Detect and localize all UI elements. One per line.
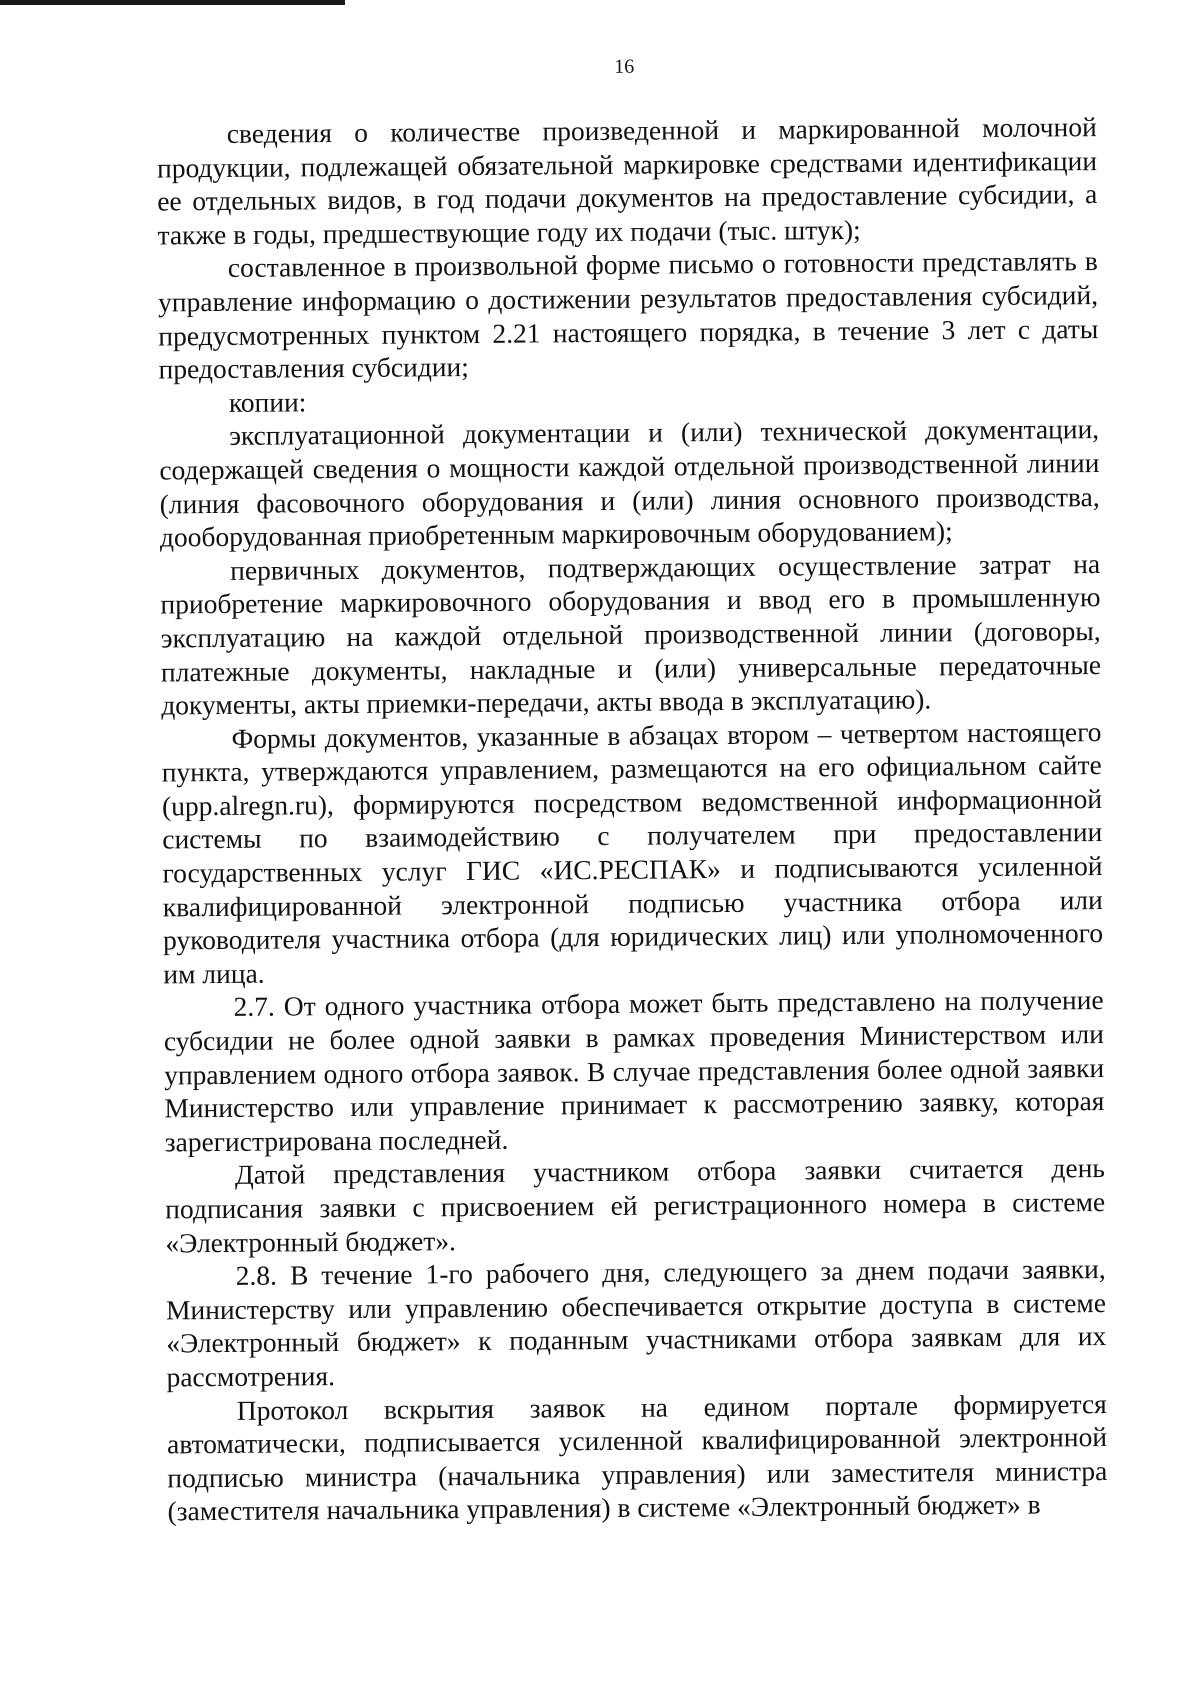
paragraph-opening-protocol: Протокол вскрытия заявок на едином портале формируется автоматически, подписывается усиленной квалифицированной электронной подписью министра (начальника управления) или заместителя министра (заместителя начальника управления) в системе «Электронный бюджет» в (166, 1387, 1108, 1527)
page-number: 16 (614, 55, 635, 78)
paragraph-milk-production-info: сведения о количестве произведенной и маркированной молочной продукции, подлежащей обязательной маркировке средствами идентификации ее отдельных видов, в год подачи документов на предоставление субсидии, а также в годы, предшествующие году их подачи (тыс. штук); (156, 111, 1098, 251)
paragraph-copies: копии: (228, 386, 307, 418)
paragraph-primary-documents: первичных документов, подтверждающих осуществление затрат на приобретение маркировочного оборудования и ввод его в промышленную эксплуатацию на каждой отдельной производственной линии (договоры, платежные документы, накладные и (или) универсальные передаточные документы, акты приемки-передачи, акты ввода в эксплуатацию). (160, 547, 1102, 721)
paragraph-2-7: 2.7. От одного участника отбора может быть представлено на получение субсидии не более одной заявки в рамках проведения Министерством или управлением одного отбора заявок. В случае представления более одной заявки Министерство или управление принимает к рассмотрению заявку, которая зарегистрирована последней. (163, 984, 1105, 1158)
document-body (157, 110, 1108, 1528)
paragraph-submission-date: Датой представления участником отбора заявки считается день подписания заявки с присвоением ей регистрационного номера в системе «Электронный бюджет». (165, 1152, 1106, 1259)
paragraph-readiness-letter: составленное в произвольной форме письмо о готовности представлять в управление информацию о достижении результатов предоставления субсидий, предусмотренных пунктом 2.21 настоящего порядка, в течение 3 лет с даты предоставления субсидии; (157, 245, 1099, 385)
paragraph-operating-documentation: эксплуатационной документации и (или) технической документации, содержащей сведения о мощности каждой отдельной производственной линии (линия фасовочного оборудования и (или) линия основного производства, дооборудованная приобретенным маркировочным оборудованием); (159, 413, 1100, 553)
paragraph-document-forms: Формы документов, указанные в абзацах втором – четвертом настоящего пункта, утверждаются управлением, размещаются на его официальном сайте (upp.alregn.ru), формируются посредством ведомственной информационной системы по взаимодействию с получателем при предоставлении государственных услуг ГИС «ИС.РЕСПАК» и подписываются усиленной квалифицированной электронной подписью участника отбора или руководителя участника отбора (для юридических лиц) или уполномоченного им лица. (161, 715, 1104, 990)
paragraph-2-8: 2.8. В течение 1-го рабочего дня, следующего за днем подачи заявки, Министерству или управлению обеспечивается открытие доступа в системе «Электронный бюджет» к поданным участниками отбора заявкам для их рассмотрения. (165, 1253, 1107, 1393)
